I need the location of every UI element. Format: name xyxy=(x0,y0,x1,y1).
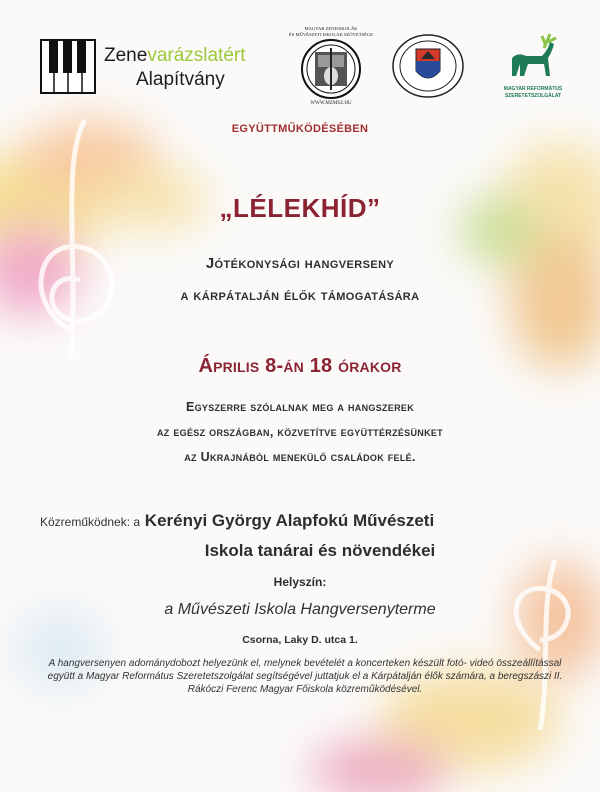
event-subtitle-line1: Jótékonysági hangverseny xyxy=(205,255,395,272)
performers-line1 xyxy=(40,511,434,531)
piano-keys-icon xyxy=(40,39,96,94)
church-charity-logo xyxy=(498,32,568,106)
church-caption-line2: SZERETETSZOLGÁLAT xyxy=(504,93,562,99)
event-description-line3: az Ukrajnából menekülő családok felé. xyxy=(184,450,416,464)
venue-name: a Művészeti Iskola Hangversenyterme xyxy=(164,601,436,618)
school-association-logo xyxy=(283,26,379,106)
school-caption-line2: ÉS MŰVÉSZETI ISKOLÁK SZÖVETSÉGE xyxy=(288,31,374,37)
violin-emblem-icon xyxy=(299,38,363,100)
event-description-line2: az egész országban, közvetítve együttérzésünket xyxy=(157,425,443,439)
event-title: „LÉLEKHÍD” xyxy=(219,193,381,223)
event-subtitle-line2: a kárpátalján élők támogatására xyxy=(180,287,420,304)
cooperation-label: EGYÜTTMŰKÖDÉSÉBEN xyxy=(231,123,369,135)
brand-subtitle: Alapítvány xyxy=(136,69,225,90)
donation-note: A hangversenyen adománydobozt helyezünk el, melynek bevételét a koncerteken készült fotó- videó összeállítással együtt a Magyar Református Szeretetszolgálat segítségével juttatjuk el a Kárpátalján élők számára, a beregszászi II. Rákóczi Ferenc Magyar Főiskola közreműködésével. xyxy=(47,658,563,695)
event-date: Április 8-án 18 órakor xyxy=(198,355,402,377)
foundation-logo xyxy=(40,39,270,99)
school-website: WWW.MZMSZ.HU xyxy=(310,101,352,106)
church-caption-line1: MAGYAR REFORMÁTUS xyxy=(503,86,563,92)
performers-label: Közreműködnek: a xyxy=(40,515,141,529)
church-deer-icon xyxy=(498,32,568,80)
venue-label: Helyszín: xyxy=(273,575,327,589)
school-caption-line1: MAGYAR ZENEISKOLÁK xyxy=(304,26,358,31)
performers-name: Kerényi György Alapfokú Művészeti xyxy=(144,511,435,530)
brand-name: Zenevarázslatért xyxy=(104,45,246,66)
college-crest-icon xyxy=(391,33,465,99)
performers-line2: Iskola tanárai és növendékei xyxy=(204,541,436,560)
event-description-line1: Egyszerre szólalnak meg a hangszerek xyxy=(185,400,415,414)
venue-address: Csorna, Laky D. utca 1. xyxy=(242,634,358,646)
